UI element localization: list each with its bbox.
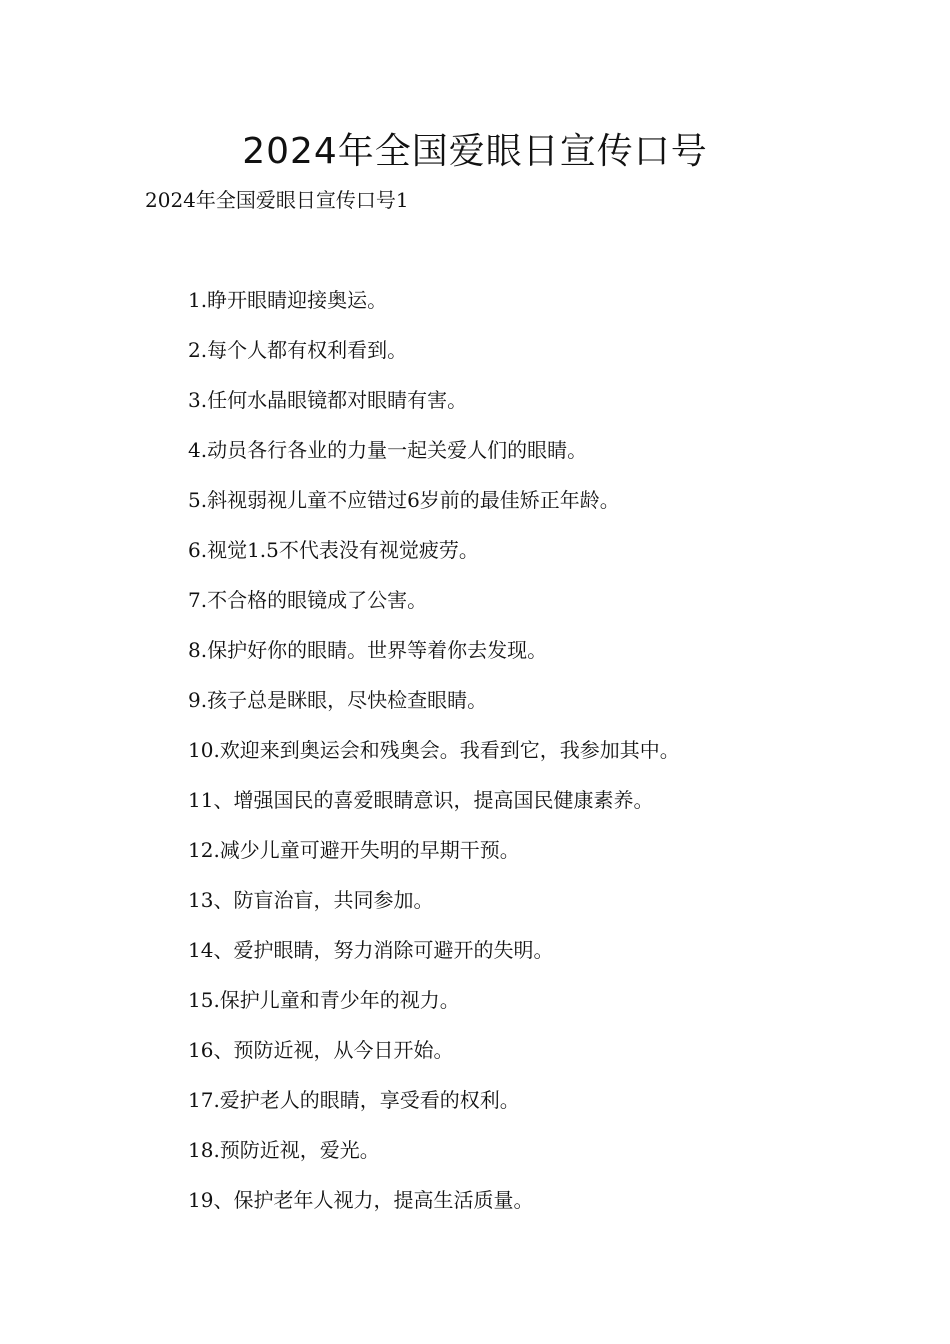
slogan-item: 10.欢迎来到奥运会和残奥会。我看到它，我参加其中。 xyxy=(188,738,680,762)
slogan-item: 8.保护好你的眼睛。世界等着你去发现。 xyxy=(188,638,548,662)
slogan-item: 15.保护儿童和青少年的视力。 xyxy=(188,988,460,1012)
section-heading: 2024年全国爱眼日宣传口号1 xyxy=(145,188,409,212)
slogan-item: 2.每个人都有权利看到。 xyxy=(188,338,408,362)
slogan-item: 12.减少儿童可避开失明的早期干预。 xyxy=(188,838,520,862)
page-title: 2024年全国爱眼日宣传口号 xyxy=(242,131,708,172)
slogan-item: 11、增强国民的喜爱眼睛意识，提高国民健康素养。 xyxy=(188,788,654,812)
slogan-item: 14、爱护眼睛，努力消除可避开的失明。 xyxy=(188,938,554,962)
slogan-item: 9.孩子总是眯眼，尽快检查眼睛。 xyxy=(188,688,488,712)
slogan-item: 16、预防近视，从今日开始。 xyxy=(188,1038,454,1062)
slogan-item: 3.任何水晶眼镜都对眼睛有害。 xyxy=(188,388,468,412)
slogan-item: 1.睁开眼睛迎接奥运。 xyxy=(188,288,388,312)
slogan-item: 6.视觉1.5不代表没有视觉疲劳。 xyxy=(188,538,479,562)
slogan-item: 5.斜视弱视儿童不应错过6岁前的最佳矫正年龄。 xyxy=(188,488,620,512)
slogan-item: 13、防盲治盲，共同参加。 xyxy=(188,888,434,912)
slogan-item: 18.预防近视，爱光。 xyxy=(188,1138,380,1162)
slogan-item: 4.动员各行各业的力量一起关爱人们的眼睛。 xyxy=(188,438,588,462)
slogan-item: 7.不合格的眼镜成了公害。 xyxy=(188,588,428,612)
slogan-item: 17.爱护老人的眼睛，享受看的权利。 xyxy=(188,1088,520,1112)
slogan-item: 19、保护老年人视力，提高生活质量。 xyxy=(188,1188,534,1212)
slogan-list xyxy=(188,286,680,1236)
